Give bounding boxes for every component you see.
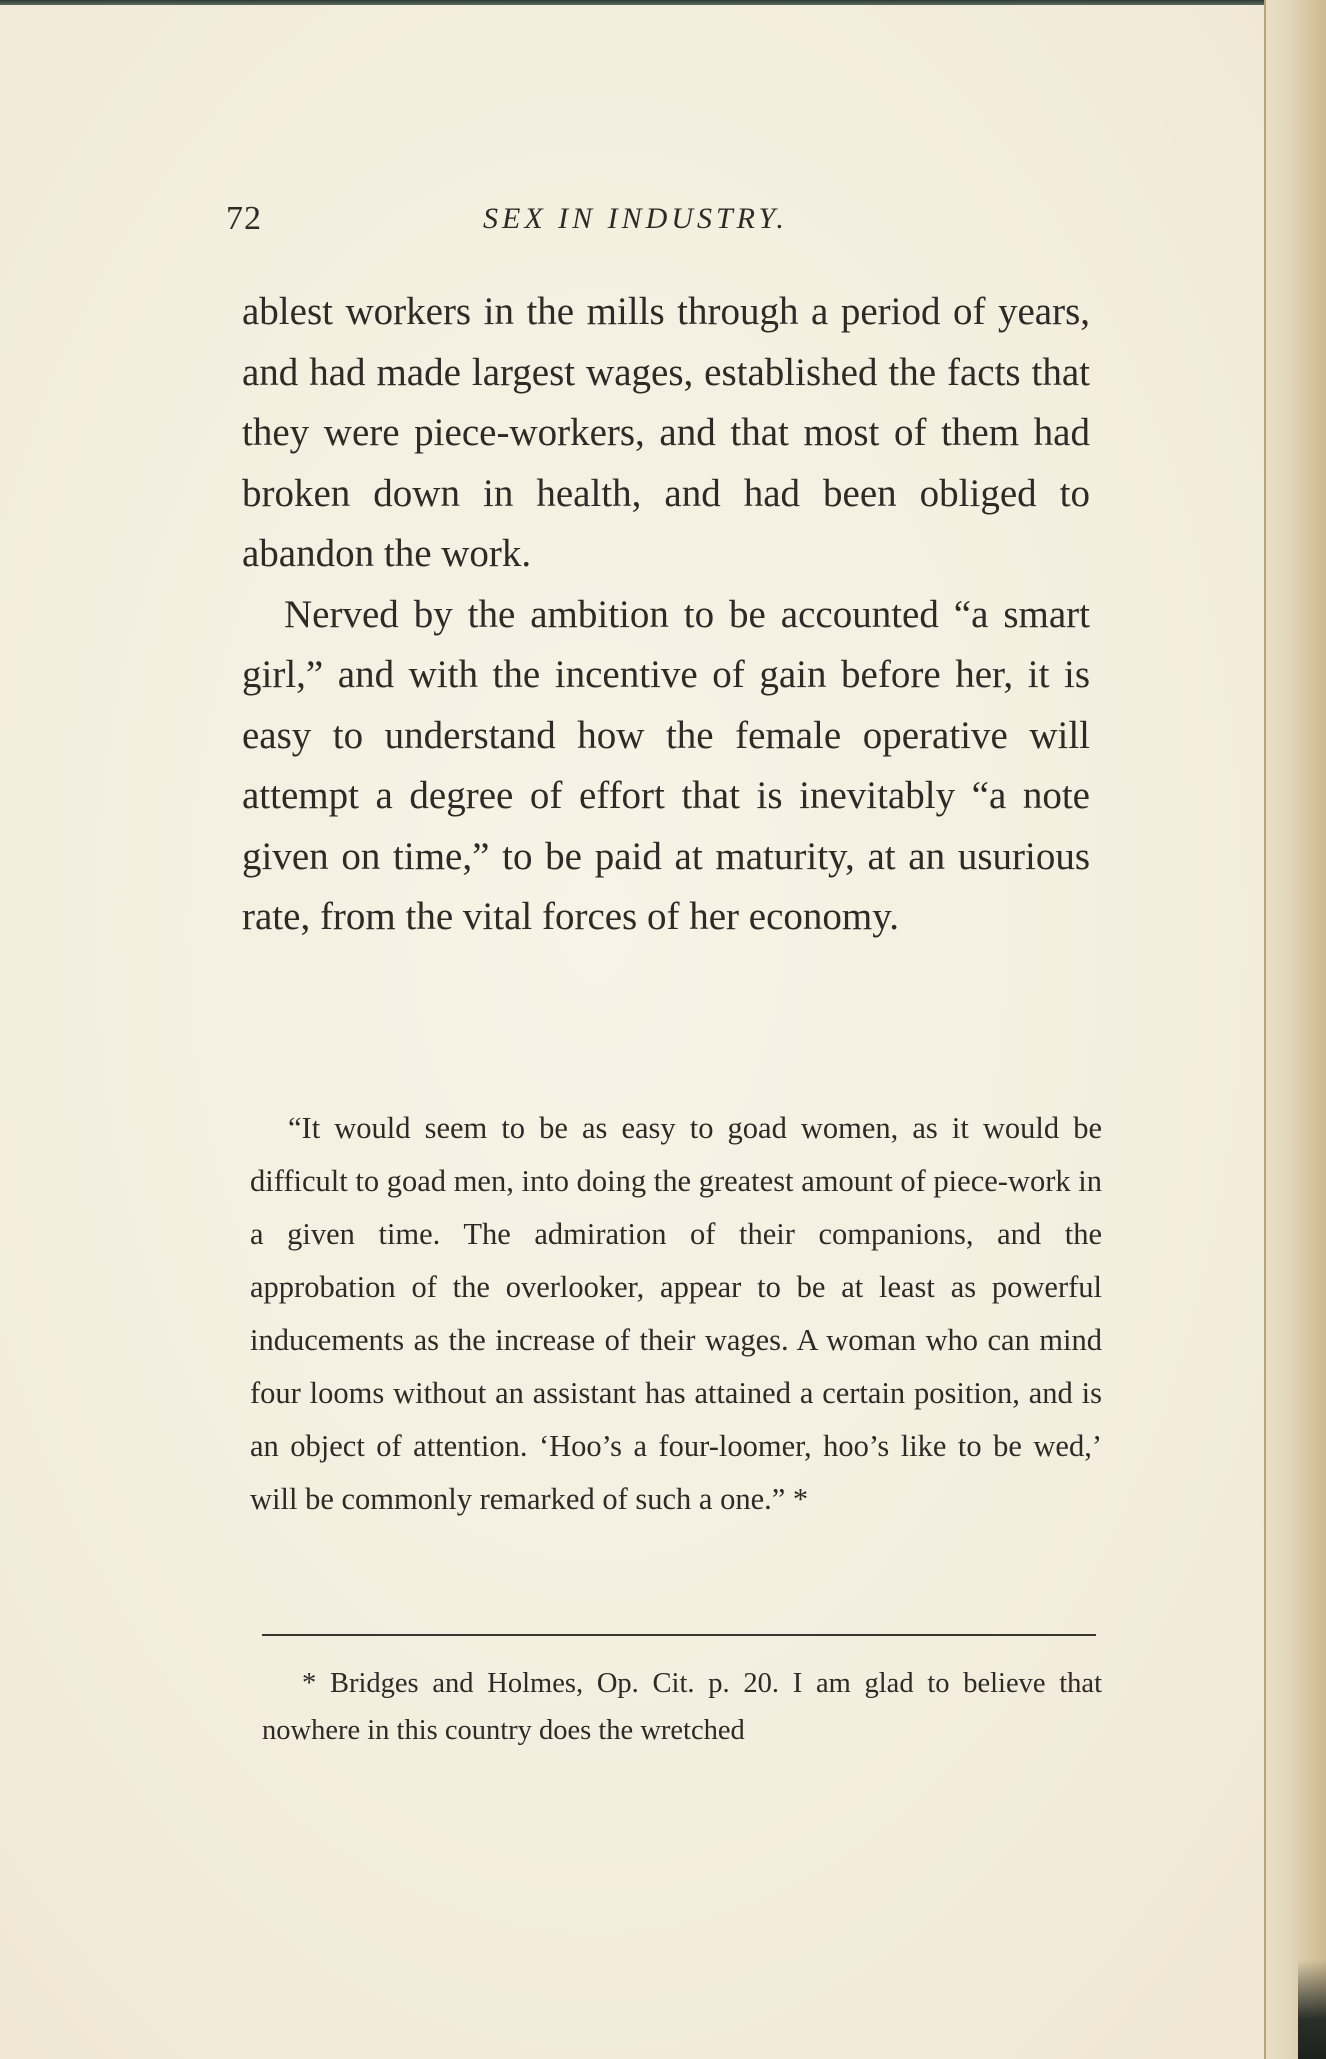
binding-shadow [1298,1960,1326,2059]
top-edge [0,0,1326,5]
footnote-divider [262,1634,1096,1636]
footnote-text: * Bridges and Holmes, Op. Cit. p. 20. I am glad to believe that nowhere in this country does the wretched [262,1668,1102,1746]
body-text [242,282,1090,948]
footnote [262,1660,1102,1754]
body-paragraph: ablest workers in the mills through a period of years, and had made largest wages, established the facts that they were piece-workers, and that most of them had broken down in health, and had been obliged to abandon the work. [242,290,1090,575]
page-edge [1264,0,1326,2059]
body-paragraph: Nerved by the ambition to be accounted “a smart girl,” and with the incentive of gain before her, it is easy to understand how the female operative will attempt a degree of effort that is inevitably “a note given on time,” to be paid at maturity, at an usurious rate, from the vital forces of her economy. [242,592,1090,938]
page-number: 72 [226,200,262,237]
running-head: SEX IN INDUSTRY. [483,202,788,235]
block-quote [250,1102,1102,1526]
quote-paragraph: “It would seem to be as easy to goad women, as it would be difficult to goad men, into doing the greatest amount of piece-work in a given time. The admiration of their companions, and the approbation of the overlooker, appear to be at least as powerful inducements as the increase of their wages. A woman who can mind four looms without an assistant has attained a certain position, and is an object of attention. ‘Hoo’s a four-loomer, hoo’s like to be wed,’ will be commonly remarked of such a one.” * [250,1111,1102,1516]
page-header [226,200,1096,250]
